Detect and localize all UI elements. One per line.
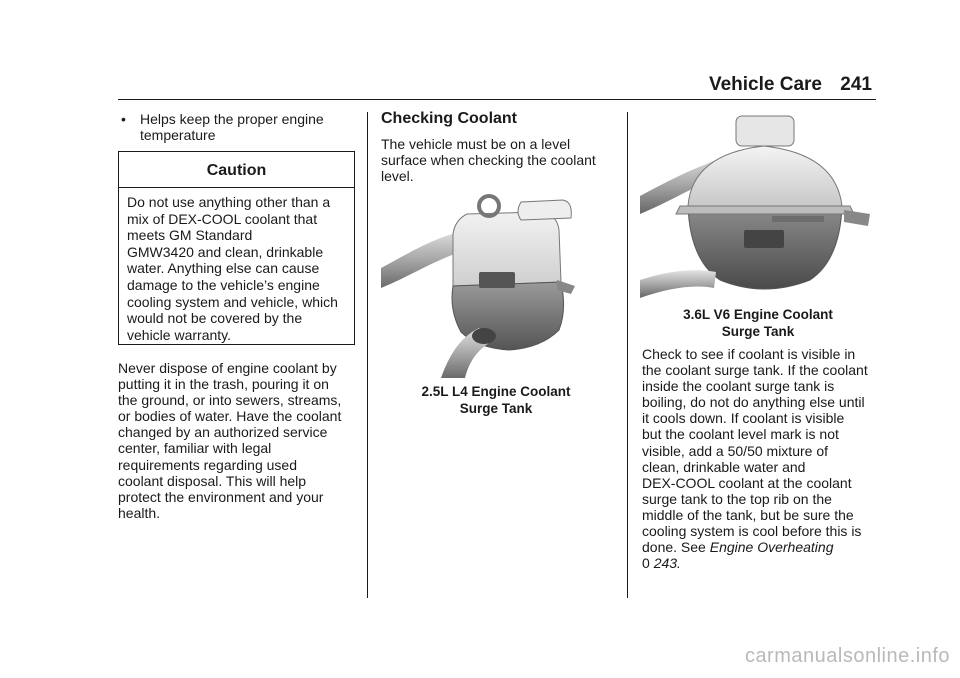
caution-line: vehicle warranty. <box>127 326 232 343</box>
text-line: Check to see if coolant is visible in <box>642 346 856 362</box>
v6-surge-tank-illustration <box>640 110 876 306</box>
caution-body <box>119 188 354 343</box>
caption-line: 3.6L V6 Engine Coolant <box>683 307 833 322</box>
text-line <box>642 555 878 571</box>
caution-line: Do not use anything other than a <box>127 194 331 210</box>
bullet-item <box>118 111 358 143</box>
section-title: Vehicle Care <box>708 74 822 95</box>
caution-line: meets GM Standard <box>127 227 253 244</box>
caution-box <box>118 151 355 345</box>
text-line <box>642 539 878 555</box>
text-line: clean, drinkable water and <box>642 458 806 475</box>
text-line: Never dispose of engine coolant by <box>118 360 337 376</box>
caution-line: mix of DEX-COOL coolant that <box>127 210 318 227</box>
caption-line: Surge Tank <box>721 324 795 339</box>
section-heading: Checking Coolant <box>381 110 518 127</box>
figure-caption-v6 <box>640 306 876 340</box>
check-coolant-paragraph <box>642 346 878 571</box>
text-line: putting it in the trash, pouring it on <box>118 376 329 393</box>
text-line: but the coolant level mark is not <box>642 426 839 443</box>
caution-title: Caution <box>119 152 354 188</box>
caution-line: would not be covered by the <box>127 310 303 327</box>
caption-line: 2.5L L4 Engine Coolant <box>421 384 571 399</box>
text-line: or bodies of water. Have the coolant <box>118 408 342 425</box>
text-line: requirements regarding used <box>118 456 297 473</box>
caution-line: damage to the vehicle’s engine <box>127 276 320 293</box>
column-divider-right <box>627 112 628 598</box>
level-paragraph <box>381 136 613 184</box>
caption-line: Surge Tank <box>459 401 533 416</box>
text-line: inside the coolant surge tank is <box>642 378 835 395</box>
text-line: health. <box>118 504 161 521</box>
page-header <box>0 72 960 102</box>
caution-line: GMW3420 and clean, drinkable <box>127 243 324 260</box>
text-line: changed by an authorized service <box>118 424 328 441</box>
text-line: visible, add a 50/50 mixture of <box>642 442 828 459</box>
text-line: boiling, do not do anything else until <box>642 394 865 411</box>
cross-reference-link[interactable]: Engine Overheating <box>709 539 834 556</box>
text-line: the ground, or into sewers, streams, <box>118 392 342 409</box>
text-line: The vehicle must be on a level <box>381 136 571 152</box>
caution-line: water. Anything else can cause <box>127 260 320 277</box>
header-rule <box>118 99 876 100</box>
l4-surge-tank-illustration <box>381 190 611 378</box>
figure-caption-l4 <box>381 383 611 417</box>
text-line: the coolant surge tank. If the coolant <box>642 362 868 379</box>
bullet-marker: • <box>121 111 126 127</box>
column-divider-left <box>367 112 368 598</box>
text-line: DEX-COOL coolant at the coolant <box>642 474 852 491</box>
text-line: protect the environment and your <box>118 488 324 505</box>
text-line: coolant disposal. This will help <box>118 472 307 489</box>
bullet-text: Helps keep the proper engine temperature <box>140 111 324 143</box>
text-line: it cools down. If coolant is visible <box>642 410 845 427</box>
text-line: middle of the tank, but be sure the <box>642 506 854 523</box>
text-fragment: done. See <box>642 539 710 556</box>
watermark: carmanualsonline.info <box>744 645 950 667</box>
text-line: surface when checking the coolant <box>381 152 596 168</box>
disposal-paragraph <box>118 360 358 521</box>
caution-line: cooling system and vehicle, which <box>127 293 338 310</box>
page-ref-symbol: 0 <box>642 555 650 572</box>
text-line: level. <box>381 168 414 184</box>
page-number: 241 <box>840 74 872 95</box>
text-line: center, familiar with legal <box>118 440 272 457</box>
text-line: cooling system is cool before this is <box>642 523 862 540</box>
text-line: surge tank to the top rib on the <box>642 490 832 507</box>
cross-reference-page[interactable]: 243. <box>653 555 681 572</box>
